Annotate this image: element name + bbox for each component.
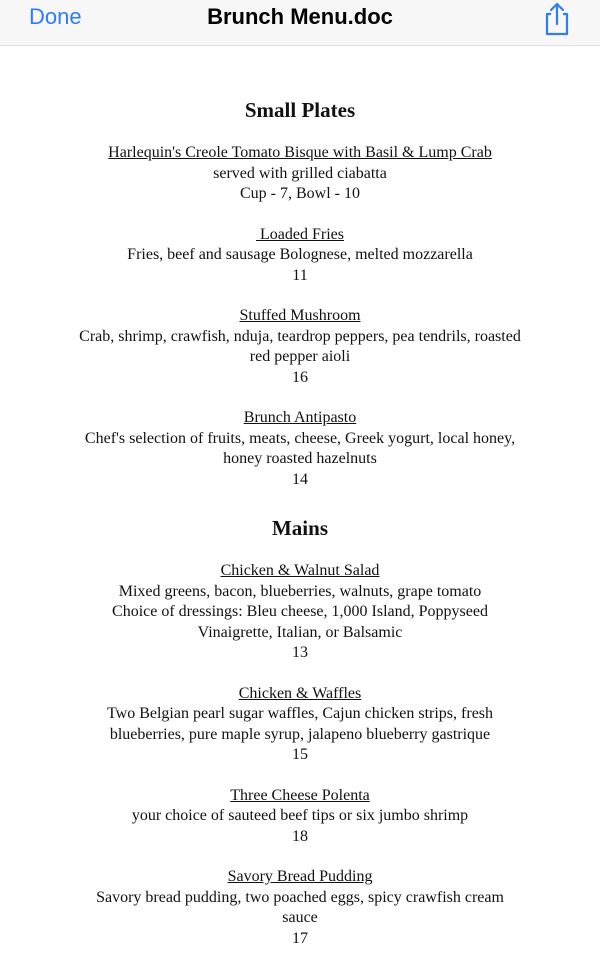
menu-item-description: Savory bread pudding, two poached eggs, spicy crawfish cream xyxy=(96,888,504,906)
menu-item-name: Chicken & Walnut Salad xyxy=(220,562,380,579)
menu-item-description: Choice of dressings: Bleu cheese, 1,000 Island, Poppyseed xyxy=(112,603,488,620)
menu-item-name: Chicken & Waffles xyxy=(238,684,362,702)
menu-item xyxy=(0,561,600,664)
section-title-mains: Mains xyxy=(271,516,328,540)
nav-bar xyxy=(0,0,600,46)
menu-item xyxy=(0,867,600,949)
menu-item-price: 17 xyxy=(292,929,308,947)
menu-item-description: Fries, beef and sausage Bolognese, melted mozzarella xyxy=(127,246,473,263)
menu-item xyxy=(0,143,600,205)
menu-item-description: Two Belgian pearl sugar waffles, Cajun chicken strips, fresh xyxy=(106,705,494,722)
menu-item-description: blueberries, pure maple syrup, jalapeno blueberry gastrique xyxy=(109,725,491,743)
menu-item-description: sauce xyxy=(282,909,318,926)
done-button[interactable]: Done xyxy=(29,4,82,29)
menu-item-price: 11 xyxy=(292,266,308,284)
menu-item-price: 18 xyxy=(292,827,308,845)
menu-item-description: Chef's selection of fruits, meats, cheese, Greek yogurt, local honey, xyxy=(84,429,516,447)
menu-item-price: Cup - 7, Bowl - 10 xyxy=(240,185,360,202)
document-body xyxy=(0,46,600,949)
menu-item xyxy=(0,786,600,848)
menu-item-description: served with grilled ciabatta xyxy=(213,164,387,182)
menu-item xyxy=(0,306,600,388)
menu-item-description: Crab, shrimp, crawfish, nduja, teardrop peppers, pea tendrils, roasted xyxy=(79,327,521,345)
section-title-small-plates: Small Plates xyxy=(244,98,356,122)
share-icon[interactable] xyxy=(540,1,574,37)
menu-item-name: Brunch Antipasto xyxy=(243,409,357,426)
menu-item-price: 15 xyxy=(292,746,308,763)
menu-item-description: Mixed greens, bacon, blueberries, walnuts, grape tomato xyxy=(118,582,482,600)
menu-item-description: red pepper aioli xyxy=(249,348,351,365)
menu-item xyxy=(0,408,600,490)
menu-item-price: 14 xyxy=(292,470,308,488)
menu-item-description: your choice of sauteed beef tips or six jumbo shrimp xyxy=(131,807,469,824)
menu-item-price: 13 xyxy=(292,644,308,661)
menu-item-name: Savory Bread Pudding xyxy=(227,868,373,885)
menu-item-description: honey roasted hazelnuts xyxy=(223,450,377,467)
menu-item-name: Loaded Fries xyxy=(256,225,344,243)
document-title: Brunch Menu.doc xyxy=(207,4,393,29)
menu-item-description: Vinaigrette, Italian, or Balsamic xyxy=(197,623,403,641)
menu-item-price: 16 xyxy=(292,368,308,386)
menu-item-name: Stuffed Mushroom xyxy=(239,307,361,324)
menu-item xyxy=(0,684,600,766)
menu-item-name: Harlequin's Creole Tomato Bisque with Basil & Lump Crab xyxy=(108,144,492,161)
menu-item-name: Three Cheese Polenta xyxy=(230,786,370,804)
menu-item xyxy=(0,225,600,287)
